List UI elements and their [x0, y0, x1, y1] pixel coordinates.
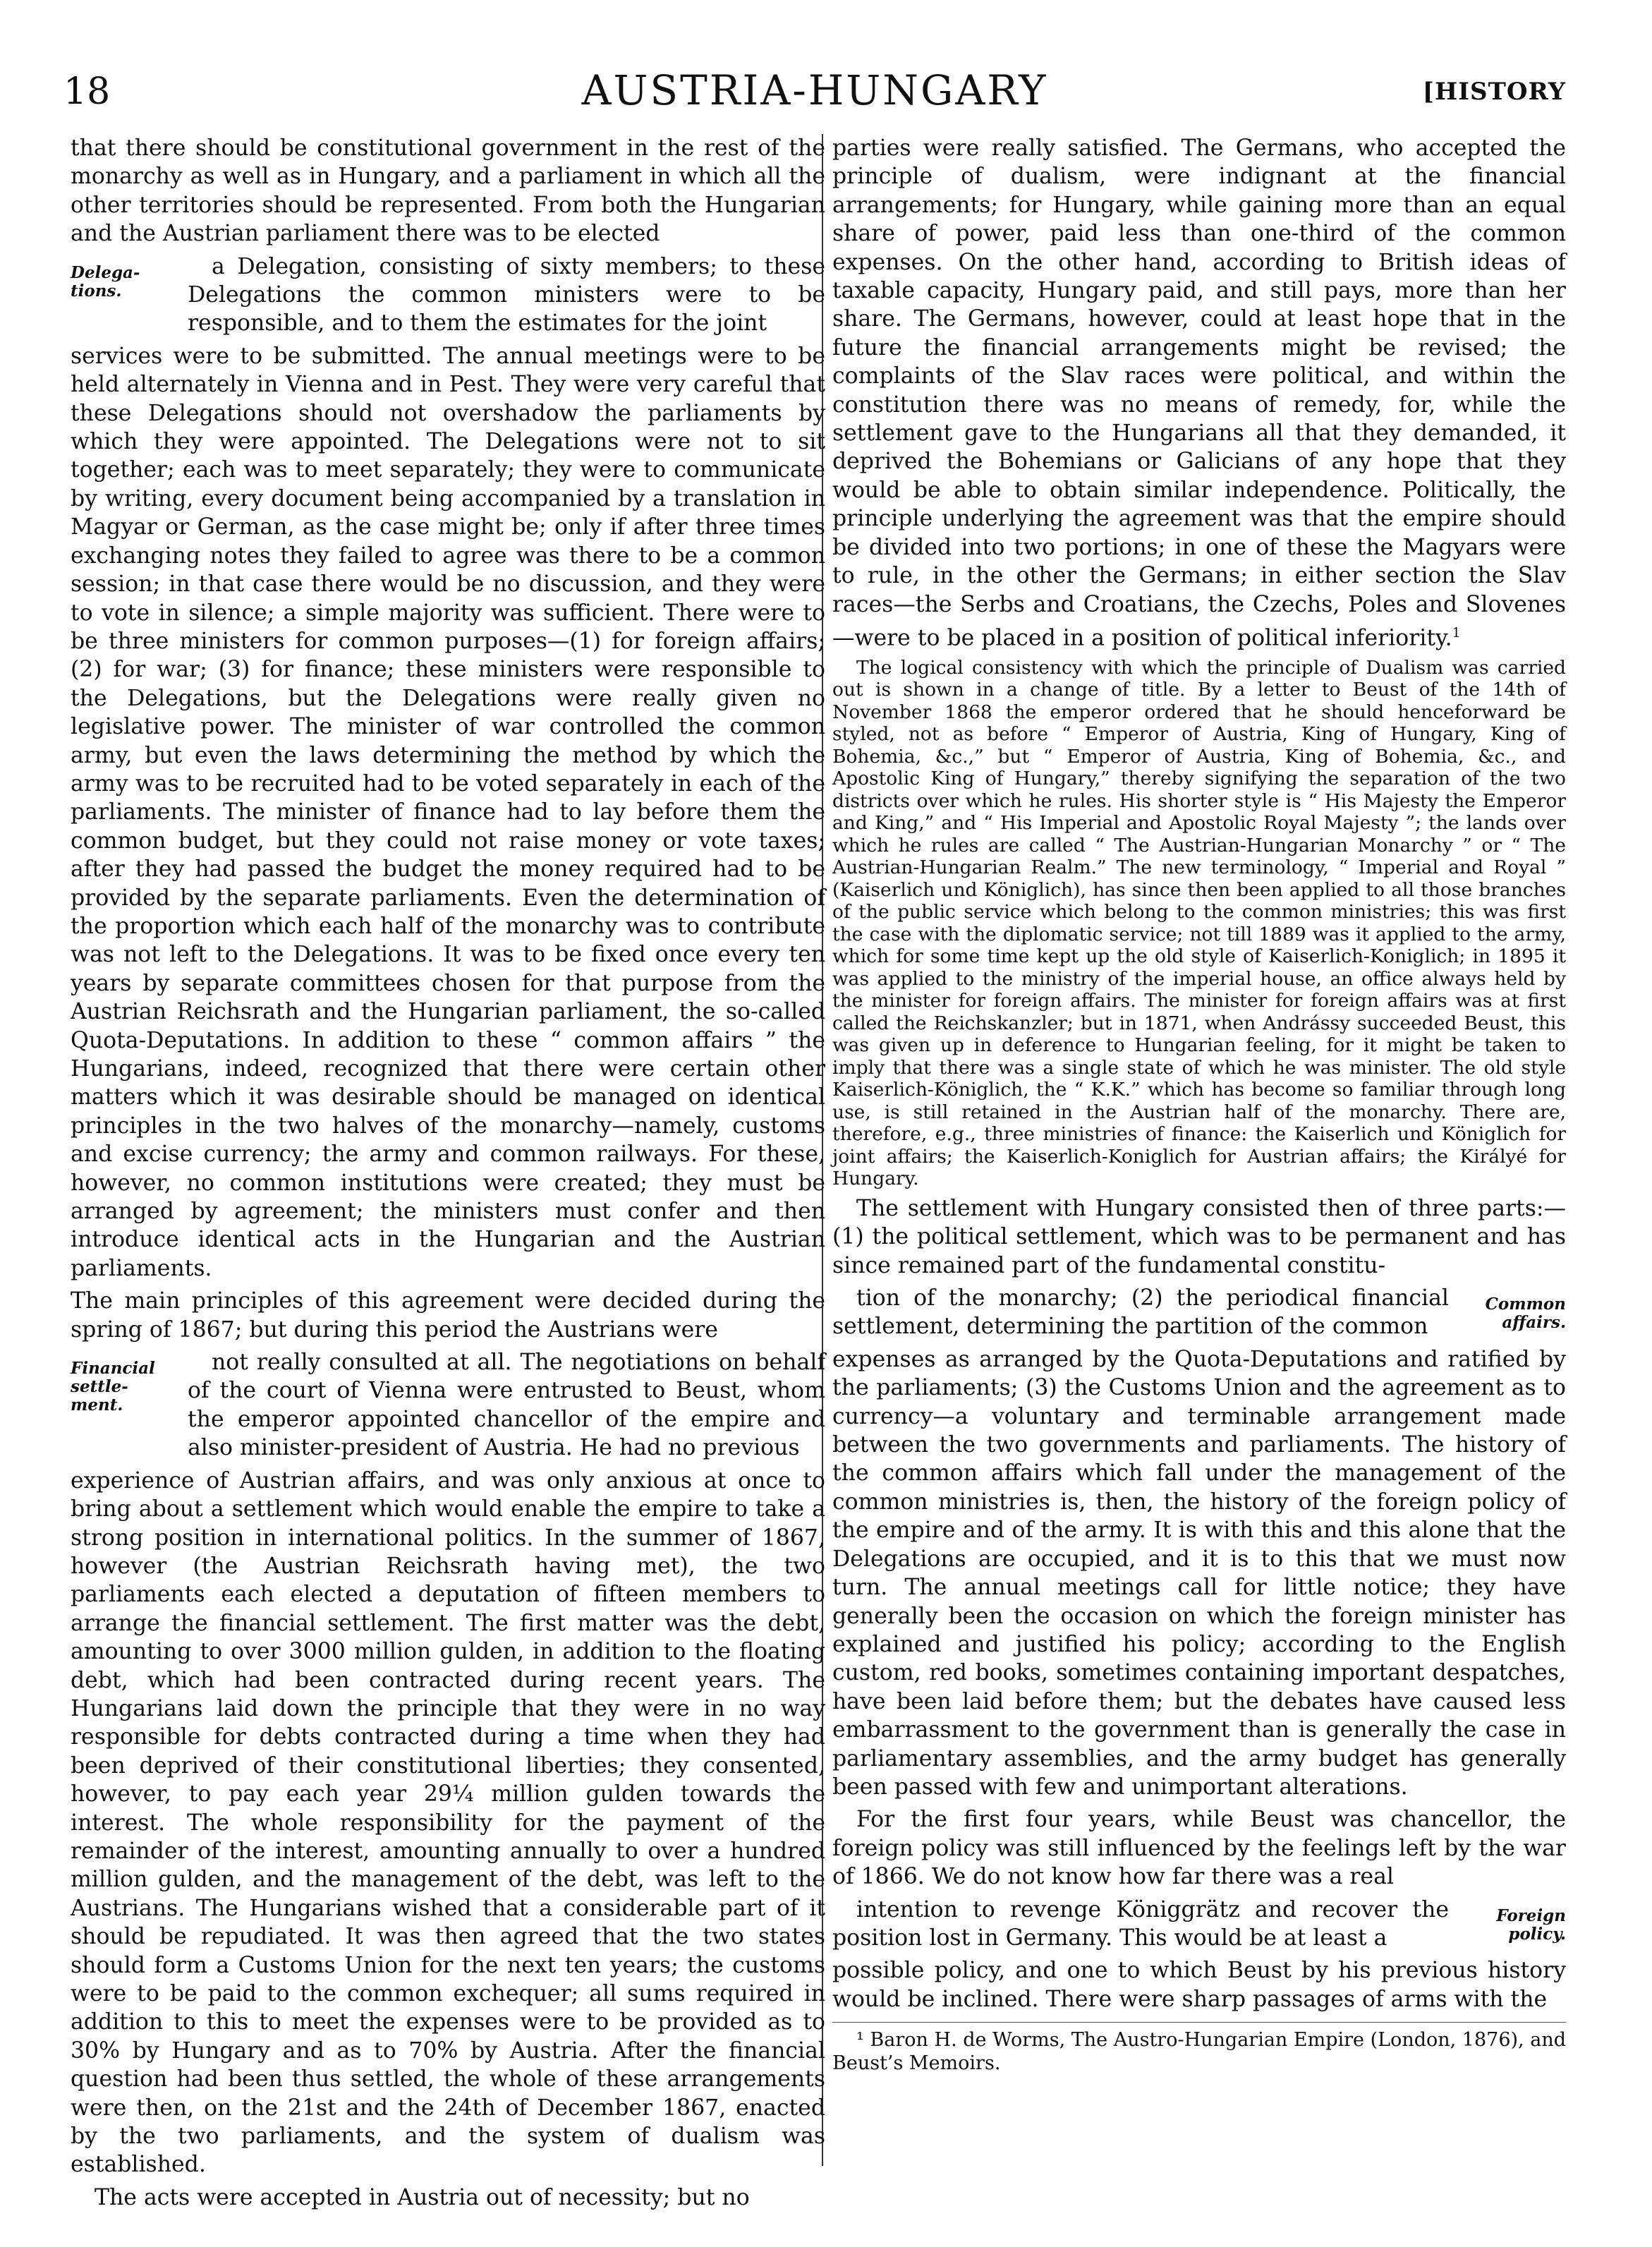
section-label: [HISTORY: [1422, 78, 1566, 106]
sidenote-block: [71, 1348, 825, 1467]
page-header: [63, 66, 1566, 127]
page-number: 18: [63, 71, 111, 113]
sidenote-financial-settlement: Financial settle-ment.: [71, 1359, 155, 1415]
paragraph: expenses as arranged by the Quota-Deputations and ratified by the parliaments; (3) the Customs Union and the agreement as to currency—a voluntary and terminable arrangement made between the two governments and parliaments. The history of the common affairs which fall under the management of the common ministries is, then, the history of the foreign policy of the empire and of the army. It is with this and this alone that the Delegations are occupied, and it is to this that we must now turn. The annual meetings call for little notice; they have generally been the occasion on which the foreign minister has explained and justified his policy; according to the English custom, red books, sometimes containing important despatches, have been laid before them; but the debates have caused less embarrassment to the government than is generally the case in parliamentary assemblies, and the army budget has generally been passed with few and unimportant alterations.: [832, 1346, 1566, 1800]
footnote: ¹ Baron H. de Worms, The Austro-Hungarian Empire (London, 1876), and Beust’s Memoirs.: [832, 2029, 1566, 2075]
footnote-marker: 1: [1452, 624, 1461, 641]
page-title: AUSTRIA-HUNGARY: [581, 66, 1048, 114]
paragraph: services were to be submitted. The annual meetings were to be held alternately in Vienna and in Pest. They were very careful that these Delegations should not overshadow the parliaments by which they were appointed. The Delegations were not to sit together; each was to meet separately; they were to communicate by writing, every document being accompanied by a translation in Magyar or German, as the case might be; only if after three times exchanging notes they failed to agree was there to be a common session; in that case there would be no discussion, and they were to vote in silence; a simple majority was sufficient. There were to be three ministers for common purposes—(1) for foreign affairs; (2) for war; (3) for finance; these ministers were responsible to the Delegations, but the Delegations were really given no legislative power. The minister of war controlled the common army, but even the laws determining the method by which the army was to be recruited had to be voted separately in each of the parliaments. The minister of finance had to lay before them the common budget, but they could not raise money or vote taxes; after they had passed the budget the money required had to be provided by the separate parliaments. Even the determination of the proportion which each half of the monarchy was to contribute was not left to the Delegations. It was to be fixed once every ten years by separate committees chosen for that purpose from the Austrian Reichsrath and the Hungarian parliament, the so-called Quota-Deputations. In addition to these “ common affairs ” the Hungarians, indeed, recognized that there were certain other matters which it was desirable should be managed on identical principles in the two halves of the monarchy—namely, customs and excise currency; the army and common railways. For these, however, no common institutions were created; they must be arranged by agreement; the ministers must confer and then introduce identical acts in the Hungarian and the Austrian parliaments.: [71, 343, 825, 1281]
small-print-note: The logical consistency with which the principle of Dualism was carried out is shown in a change of title. By a letter to Beust of the 14th of November 1868 the emperor ordered that he should henceforward be styled, not as before “ Emperor of Austria, King of Hungary, King of Bohemia, &c.,” but “ Emperor of Austria, King of Bohemia, &c., and Apostolic King of Hungary,” thereby signifying the separation of the two districts over which he rules. His shorter style is “ His Majesty the Emperor and King,” and “ His Imperial and Apostolic Royal Majesty ”; the lands over which he rules are called “ The Austrian-Hungarian Monarchy ” or “ The Austrian-Hungarian Realm.” The new terminology, “ Imperial and Royal ” (Kaiserlich und Königlich), has since then been applied to all those branches of the public service which belong to the common ministries; this was first the case with the diplomatic service; not till 1889 was it applied to the army, which for some time kept up the old style of Kaiserlich-Koniglich; in 1895 it was applied to the ministry of the imperial house, an office always held by the minister for foreign affairs. The minister for foreign affairs was at first called the Reichskanzler; but in 1871, when Andrássy succeeded Beust, this was given up in deference to Hungarian feeling, for it might be taken to imply that there was a single state of which he was minister. The old style Kaiserlich-Königlich, the “ K.K.” which has become so familiar through long use, is still retained in the Austrian half of the monarchy. There are, therefore, e.g., three ministries of finance: the Kaiserlich und Königlich for joint affairs; the Kaiserlich-Koniglich for Austrian affairs; the Királyé for Hungary.: [832, 656, 1566, 1190]
paragraph: The acts were accepted in Austria out of necessity; but no: [95, 2184, 750, 2210]
paragraph: experience of Austrian affairs, and was only anxious at once to bring about a settlement which would enable the empire to take a strong position in international politics. In the summer of 1867, however (the Austrian Reichsrath having met), the two parliaments each elected a deputation of fifteen members to arrange the financial settlement. The first matter was the debt, amounting to over 3000 million gulden, in addition to the floating debt, which had been contracted during recent years. The Hungarians laid down the principle that they were in no way responsible for debts contracted during a time when they had been deprived of their constitutional liberties; they consented, however, to pay each year 29¼ million gulden towards the interest. The whole responsibility for the payment of the remainder of the interest, amounting annually to over a hundred million gulden, and the management of the debt, was left to the Austrians. The Hungarians wished that a considerable part of it should be repudiated. It was then agreed that the two states should form a Customs Union for the next ten years; the customs were to be paid to the common exchequer; all sums required in addition to this to meet the expenses were to be provided as to 30% by Hungary and as to 70% by Austria. After the financial question had been thus settled, the whole of these arrangements were then, on the 21st and the 24th of December 1867, enacted by the two parliaments, and the system of dualism was established.: [71, 1467, 825, 2178]
sidenote-block: [832, 1896, 1566, 1957]
paragraph: possible policy, and one to which Beust by his previous history would be inclined. There were sharp passages of arms with the: [832, 1958, 1566, 2012]
paragraph: that there should be constitutional government in the rest of the monarchy as well as in Hungary, and a parliament in which all the other territories should be represented. From both the Hungarian and the Austrian parliament there was to be elected: [71, 135, 825, 247]
sidenote-block: [832, 1284, 1566, 1345]
paragraph: tion of the monarchy; (2) the periodical financial settlement, determining the partition of the common: [832, 1285, 1449, 1340]
right-column: [832, 134, 1566, 2079]
paragraph-text: parties were really satisfied. The Germans, who accepted the principle of dualism, were indignant at the financial arrangements; for Hungary, while gaining more than an equal share of power, paid less than one-third of the common expenses. On the other hand, according to British ideas of taxable capacity, Hungary paid, and still pays, more than her share. The Germans, however, could at least hope that in the future the financial arrangements might be revised; the complaints of the Slav races were political, and within the constitution there was no means of remedy, for, while the settlement gave to the Hungarians all that they demanded, it deprived the Bohemians or Galicians of any hope that they would be able to obtain similar independence. Politically, the principle underlying the agreement was that the empire should be divided into two portions; in one of these the Magyars were to rule, in the other the Germans; in either section the Slav races—the Serbs and Croatians, the Czechs, Poles and Slovenes—were to be placed in a position of political inferiority.: [832, 135, 1566, 651]
paragraph: [832, 134, 1566, 653]
paragraph: a Delegation, consisting of sixty members; to these Delegations the common ministers were to be responsible, and to them the estimates for the joint: [188, 253, 825, 337]
paragraph: The settlement with Hungary consisted then of three parts:— (1) the political settlement, which was to be permanent and has since remained part of the fundamental constitu-: [832, 1195, 1566, 1278]
sidenote-common-affairs: Common affairs.: [1485, 1295, 1566, 1333]
footnote-divider: [832, 2022, 1566, 2023]
left-column: [71, 134, 825, 2216]
paragraph: The main principles of this agreement were decided during the spring of 1867; but during this period the Austrians were: [71, 1288, 825, 1343]
sidenote-delegations: Delega-tions.: [71, 262, 140, 301]
paragraph: intention to revenge Königgrätz and recover the position lost in Germany. This would be at least a: [832, 1896, 1449, 1951]
sidenote-foreign-policy: Foreign policy.: [1496, 1906, 1566, 1944]
sidenote-block: [71, 253, 825, 342]
paragraph: For the first four years, while Beust was chancellor, the foreign policy was still influenced by the feelings left by the war of 1866. We do not know how far there was a real: [832, 1807, 1566, 1890]
paragraph: not really consulted at all. The negotiations on behalf of the court of Vienna were entrusted to Beust, whom the emperor appointed chancellor of the empire and also minister-president of Austria. He had no previous: [188, 1350, 825, 1461]
